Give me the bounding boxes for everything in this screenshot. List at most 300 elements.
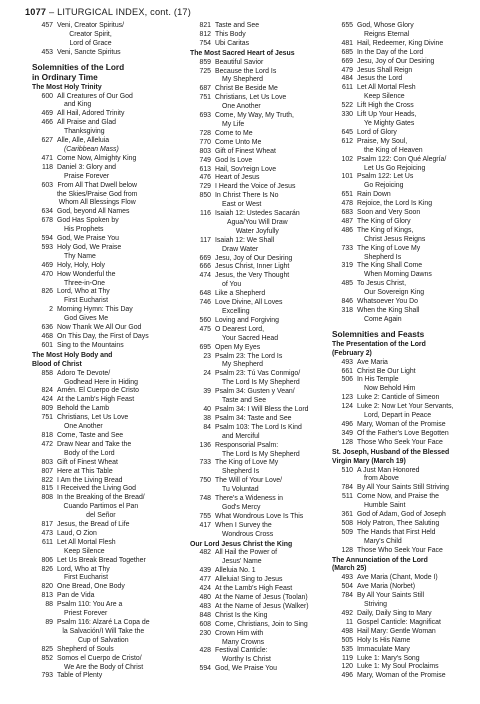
index-entry [190, 31, 328, 40]
subsection-heading [32, 84, 170, 93]
index-entry [190, 183, 328, 192]
entry-title [215, 567, 256, 576]
entry-title [215, 415, 291, 424]
entry-title [357, 75, 402, 84]
index-entry [332, 218, 477, 227]
entry-number: 484 [341, 75, 353, 83]
entry-title-continuation: Cuando Partimos el Pan [63, 503, 139, 511]
index-entry [332, 430, 477, 439]
entry-title-line: In Christ There Is No [215, 192, 279, 200]
entry-title-line: Rejoice, the Lord Is King [357, 200, 433, 208]
index-entry [32, 370, 170, 388]
entry-title [357, 547, 443, 556]
entry-title [57, 49, 121, 58]
index-entry [332, 421, 477, 430]
entry-title-line: The Hands that First Held [357, 528, 436, 536]
entry-title-line: Come Now, and Praise the [357, 493, 439, 501]
entry-title-line: Ave Maria (Chant, Mode I) [357, 574, 438, 582]
entry-number: 493 [341, 358, 353, 366]
index-entry [32, 244, 170, 262]
index-entry [32, 494, 170, 521]
entry-number: 123 [341, 394, 353, 402]
entry-number: 728 [199, 129, 211, 137]
entry-number: 493 [341, 574, 353, 582]
entry-title-line: Let All Mortal Flesh [357, 84, 416, 92]
entry-number: 784 [341, 484, 353, 492]
entry-title-line: Luke 2: Canticle of Simeon [357, 394, 440, 402]
entry-number: 469 [41, 261, 53, 269]
entry-number: 818 [41, 431, 53, 439]
heading-line: St. Joseph, Husband of the Blessed [332, 448, 450, 456]
entry-number: 476 [199, 174, 211, 182]
heading-line: Our Lord Jesus Christ the King [190, 540, 293, 548]
heading-line: in Ordinary Time [32, 71, 98, 82]
entry-title [215, 576, 282, 585]
entry-title-continuation: la Salvación/I Will Take the [62, 627, 145, 635]
entry-title [215, 237, 274, 255]
index-entry [190, 157, 328, 166]
entry-title [215, 522, 273, 540]
entry-title-continuation: My Shepherd [222, 361, 263, 369]
index-entry [332, 672, 477, 681]
index-entry [32, 432, 170, 441]
entry-title [215, 85, 278, 94]
index-entry [332, 529, 477, 547]
index-entry [332, 173, 477, 191]
entry-number: 751 [199, 94, 211, 102]
entry-title-continuation: Humble Saint [364, 502, 406, 510]
index-entry [332, 49, 477, 58]
entry-title-continuation: Your Sacred Head [222, 334, 279, 342]
entry-number: 809 [41, 405, 53, 413]
index-entry [332, 200, 477, 209]
entry-number: 11 [345, 618, 353, 626]
index-entry [32, 646, 170, 655]
entry-title [215, 513, 303, 522]
entry-title-line: At the Lamb's High Feast [57, 396, 135, 404]
entry-title-line: Psalm 122: Let Us [357, 173, 414, 181]
entry-title-line: Like a Shepherd [215, 290, 266, 298]
index-entry [190, 326, 328, 344]
entry-title-line: Shepherd of Souls [57, 645, 114, 653]
entry-title-line: Psalm 110: You Are a [57, 601, 123, 609]
entry-title [357, 619, 441, 628]
entry-number: 808 [41, 494, 53, 502]
entry-title-continuation: My Shepherd [222, 76, 263, 84]
entry-title [357, 129, 397, 138]
index-entry [190, 192, 328, 210]
entry-title-line: God, Whose Glory [357, 22, 414, 29]
index-entry [190, 495, 328, 513]
entry-title-line: The King of Love My [357, 244, 421, 252]
entry-title [357, 227, 425, 245]
entry-number: 124 [341, 403, 353, 411]
entry-title-continuation: Thanksgiving [64, 128, 105, 136]
entry-title [57, 459, 118, 468]
subsection-heading [32, 352, 170, 370]
entry-number: 687 [199, 85, 211, 93]
index-entry [332, 628, 477, 637]
entry-title [57, 583, 125, 592]
index-entry [32, 262, 170, 271]
entry-number: 858 [41, 369, 53, 377]
entry-title-line: I Received the Living God [57, 485, 136, 493]
entry-number: 678 [41, 217, 53, 225]
entry-title-line: Morning Hymn: This Day [57, 306, 133, 314]
index-entry [332, 439, 477, 448]
index-entry [332, 467, 477, 485]
entry-number: 601 [41, 341, 53, 349]
entry-number: 806 [41, 556, 53, 564]
entry-title [215, 424, 302, 442]
index-entry [190, 22, 328, 31]
entry-title-continuation: His Prophets [64, 226, 104, 234]
entry-title-line: Pan de Vida [57, 592, 95, 600]
entry-title [357, 218, 411, 227]
index-entry [190, 317, 328, 326]
entry-title-continuation: Keep Silence [364, 93, 405, 101]
entry-title-line: Of the Father's Love Begotten [357, 429, 449, 437]
entry-title [215, 317, 279, 326]
entry-number: 483 [199, 602, 211, 610]
entry-title-line: Heart of Jesus [215, 174, 260, 182]
entry-number: 89 [45, 619, 53, 626]
entry-title-line: Gospel Canticle: Magnificat [357, 618, 441, 626]
entry-title-continuation: Taste and See [222, 397, 267, 405]
entry-number: 439 [199, 567, 211, 575]
index-entry [190, 459, 328, 477]
entry-number: 38 [203, 414, 211, 422]
index-entry [190, 567, 328, 576]
entry-title [215, 406, 308, 415]
index-entry [332, 655, 477, 664]
entry-number: 84 [203, 423, 211, 431]
entry-title [357, 394, 439, 403]
index-entry [332, 583, 477, 592]
entry-title-continuation: (Caribbean Mass) [64, 145, 119, 153]
entry-number: 725 [199, 67, 211, 75]
entry-number: 852 [41, 654, 53, 662]
entry-title [215, 388, 295, 406]
entry-number: 361 [341, 511, 353, 519]
index-entry [32, 333, 170, 342]
entry-title-line: God Has Spoken by [57, 217, 119, 225]
entry-title-line: Crown Him with [215, 629, 264, 637]
entry-title-line: There's a Wideness in [215, 495, 283, 503]
entry-title-line: At the Lamb's High Feast [215, 585, 293, 593]
entry-title-line: Psalm 122: Con Qué Alegría/ [357, 155, 447, 163]
entry-title-continuation: Body of the Lord [64, 449, 115, 457]
entry-title [57, 414, 128, 432]
entry-title-continuation: Lord, Depart in Peace [364, 412, 432, 420]
entry-title [215, 495, 283, 513]
entry-number: 496 [341, 672, 353, 680]
entry-number: 655 [341, 22, 353, 29]
entry-title-line: Come Unto Me [215, 138, 262, 146]
entry-title-continuation: Tu Voluntad [222, 486, 259, 494]
entry-number: 826 [41, 565, 53, 573]
index-entry [32, 182, 170, 209]
index-entry [32, 530, 170, 539]
entry-title-continuation: Mary's Child [364, 537, 402, 545]
entry-number: 88 [45, 601, 53, 609]
index-entry [190, 630, 328, 648]
index-entry [32, 387, 170, 396]
index-entry [332, 610, 477, 619]
entry-number: 522 [341, 102, 353, 110]
entry-number: 859 [199, 58, 211, 66]
index-entry [332, 58, 477, 67]
entry-number: 457 [41, 22, 53, 29]
entry-title-line: By All Your Saints Still [357, 592, 425, 600]
index-entry [32, 217, 170, 235]
entry-title [57, 208, 129, 217]
index-entry [332, 359, 477, 368]
entry-number: 693 [199, 112, 211, 120]
entry-title [215, 272, 289, 290]
entry-number: 817 [41, 521, 53, 529]
entry-title-line: I Am the Living Bread [57, 476, 123, 484]
entry-number: 821 [199, 22, 211, 29]
entry-title-line: God, We Praise You [57, 235, 119, 243]
index-entry [332, 191, 477, 200]
index-entry [190, 647, 328, 665]
entry-number: 319 [341, 262, 353, 270]
entry-number: 330 [341, 111, 353, 119]
entry-title-line: Alleluia No. 1 [215, 567, 256, 575]
entry-title-continuation: Shepherd Is [364, 253, 402, 261]
entry-title-continuation: Praise Forever [64, 172, 110, 180]
entry-title-line: Mary, Woman of the Promise [357, 672, 446, 680]
page-header [25, 7, 191, 17]
entry-number: 504 [341, 583, 353, 591]
entry-number: 485 [341, 280, 353, 288]
entry-title-line: Immaculate Mary [357, 645, 410, 653]
index-entry [32, 49, 170, 58]
entry-number: 424 [199, 585, 211, 593]
entry-number: 749 [199, 156, 211, 164]
entry-title [357, 529, 436, 547]
entry-title-line: Jesus, the Bread of Life [57, 521, 130, 529]
index-entry [32, 592, 170, 601]
entry-title-line: Sing to the Mountains [57, 341, 124, 349]
entry-title-line: Adoro Te Devote/ [57, 369, 111, 377]
index-entry [32, 672, 170, 681]
entry-number: 750 [199, 477, 211, 485]
index-entry [332, 22, 477, 40]
entry-title-line: In His Temple [357, 376, 399, 384]
entry-title-continuation: Cup of Salvation [78, 636, 129, 644]
entry-title-continuation: One Another [64, 423, 103, 431]
index-entry [190, 594, 328, 603]
entry-number: 119 [342, 654, 353, 662]
section-heading [332, 329, 477, 339]
entry-title-line: Behold the Lamb [57, 405, 110, 413]
entry-number: 645 [341, 128, 353, 136]
entry-title [57, 494, 145, 521]
entry-number: 470 [41, 270, 53, 278]
entry-title-line: Let All Mortal Flesh [57, 538, 116, 546]
index-entry [190, 344, 328, 353]
entry-title [215, 612, 267, 621]
entry-title [357, 439, 443, 448]
entry-number: 118 [42, 163, 53, 171]
entry-number: 627 [41, 137, 53, 145]
entry-title [57, 672, 102, 681]
entry-title-line: In the Breaking of the Bread/ [57, 494, 145, 502]
index-entry [32, 396, 170, 405]
entry-title [357, 102, 414, 111]
index-entry [190, 174, 328, 183]
entry-title [57, 557, 146, 566]
entry-number: 813 [41, 592, 53, 600]
entry-title [57, 22, 124, 49]
entry-title [357, 672, 446, 681]
entry-number: 481 [341, 39, 353, 47]
heading-line: Solemnities and Feasts [332, 328, 425, 339]
index-entry [32, 288, 170, 306]
index-entry [32, 306, 170, 324]
entry-title-continuation: East or West [222, 201, 262, 209]
entry-title-continuation: Wondrous Cross [222, 530, 274, 538]
entry-title-continuation: The Lord Is My Shepherd [222, 450, 300, 458]
entry-number: 511 [342, 493, 353, 501]
entry-number: 101 [341, 173, 353, 181]
index-entry [332, 111, 477, 129]
heading-line: The Annunciation of the Lord [332, 556, 428, 564]
entry-title-continuation: We Are the Body of Christ [64, 663, 144, 671]
entry-title-line: Luke 2: Now Let Your Servants, [357, 403, 454, 411]
entry-title [57, 244, 121, 262]
index-entry [332, 262, 477, 280]
entry-title-line: Beautiful Savior [215, 58, 264, 66]
entry-title-continuation: Godhead Here in Hiding [64, 378, 138, 386]
index-entry [32, 110, 170, 119]
index-entry [32, 468, 170, 477]
entry-title-continuation: and King [64, 101, 92, 109]
entry-title [357, 22, 414, 40]
index-entry [332, 592, 477, 610]
entry-title [357, 376, 415, 394]
index-entry [32, 477, 170, 486]
index-entry [190, 621, 328, 630]
entry-title-continuation: God Gives Me [64, 315, 109, 323]
entry-title [357, 663, 439, 672]
heading-line: (February 2) [332, 349, 372, 357]
index-entry [332, 209, 477, 218]
entry-title-line: All Hail, Adored Trinity [57, 110, 125, 118]
entry-title [215, 148, 276, 157]
entry-title-line: Now Thank We All Our God [57, 324, 142, 332]
index-column-1 [32, 22, 170, 681]
entry-number: 803 [199, 147, 211, 155]
entry-title [357, 467, 419, 485]
entry-title [215, 40, 249, 49]
entry-number: 593 [41, 243, 53, 251]
entry-number: 695 [199, 343, 211, 351]
entry-title-line: Love Divine, All Loves [215, 299, 283, 307]
index-entry [332, 368, 477, 377]
entry-title [57, 306, 133, 324]
entry-title [57, 271, 115, 289]
entry-number: 669 [341, 57, 353, 65]
heading-line: Solemnities of the Lord [32, 61, 125, 72]
entry-title-line: God of Adam, God of Joseph [357, 511, 446, 519]
index-entry [190, 290, 328, 299]
entry-title-line: From All That Dwell below [57, 181, 137, 189]
entry-title-line: Daily, Daily Sing to Mary [357, 610, 432, 617]
entry-number: 560 [199, 316, 211, 324]
index-entry [32, 155, 170, 164]
entry-title-continuation: Three-in-One [64, 279, 105, 287]
entry-title-line: Ave Maria (Norbet) [357, 583, 416, 591]
index-entry [190, 388, 328, 406]
entry-title [57, 592, 94, 601]
entry-number: 230 [199, 629, 211, 637]
index-entry [190, 130, 328, 139]
entry-title [57, 441, 131, 459]
entry-number: 636 [41, 324, 53, 332]
entry-number: 822 [41, 476, 53, 484]
entry-title-line: All Creatures of Our God [57, 92, 133, 100]
entry-title [357, 280, 424, 298]
entry-title-line: All Praise and Glad [57, 119, 116, 127]
index-entry [190, 353, 328, 371]
entry-title [215, 210, 300, 237]
entry-title-line: Psalm 34: Gusten y Vean/ [215, 388, 295, 396]
index-entry [32, 655, 170, 673]
entry-number: 510 [341, 466, 353, 474]
index-entry [332, 484, 477, 493]
entry-title [57, 182, 137, 209]
index-entry [190, 210, 328, 237]
entry-title [357, 628, 436, 637]
entry-title-line: Christians, Let Us Love [57, 414, 129, 422]
entry-title-line: Open My Eyes [215, 343, 261, 351]
entry-title [357, 298, 418, 307]
entry-title-continuation: Keep Silence [64, 547, 105, 555]
heading-line: The Most Holy Trinity [32, 83, 102, 91]
entry-title [215, 630, 264, 648]
entry-number: 508 [341, 519, 353, 527]
entry-title [57, 521, 129, 530]
entry-title-line: Come, Christians, Join to Sing [215, 620, 308, 628]
entry-title [57, 477, 123, 486]
index-entry [332, 84, 477, 102]
entry-title [357, 58, 434, 67]
entry-number: 608 [199, 620, 211, 628]
entry-title-line: Laud, O Zion [57, 529, 97, 537]
entry-number: 496 [341, 420, 353, 428]
entry-number: 669 [199, 254, 211, 262]
entry-number: 469 [41, 110, 53, 118]
entry-title [357, 245, 420, 263]
heading-line: The Presentation of the Lord [332, 340, 426, 348]
entry-title-line: Jesu, Joy of Our Desiring [357, 57, 435, 65]
entry-title [215, 459, 278, 477]
entry-title-continuation: God's Mercy [222, 503, 261, 511]
entry-title-continuation: One Another [222, 103, 261, 111]
heading-line: The Most Sacred Heart of Jesus [190, 49, 295, 57]
entry-title [357, 209, 420, 218]
index-entry [190, 442, 328, 460]
index-entry [332, 138, 477, 156]
entry-title [57, 387, 139, 396]
index-entry [332, 102, 477, 111]
entry-title-continuation: Water Joyfully [235, 227, 279, 235]
entry-title-line: Gift of Finest Wheat [215, 147, 276, 155]
entry-title [357, 173, 413, 191]
